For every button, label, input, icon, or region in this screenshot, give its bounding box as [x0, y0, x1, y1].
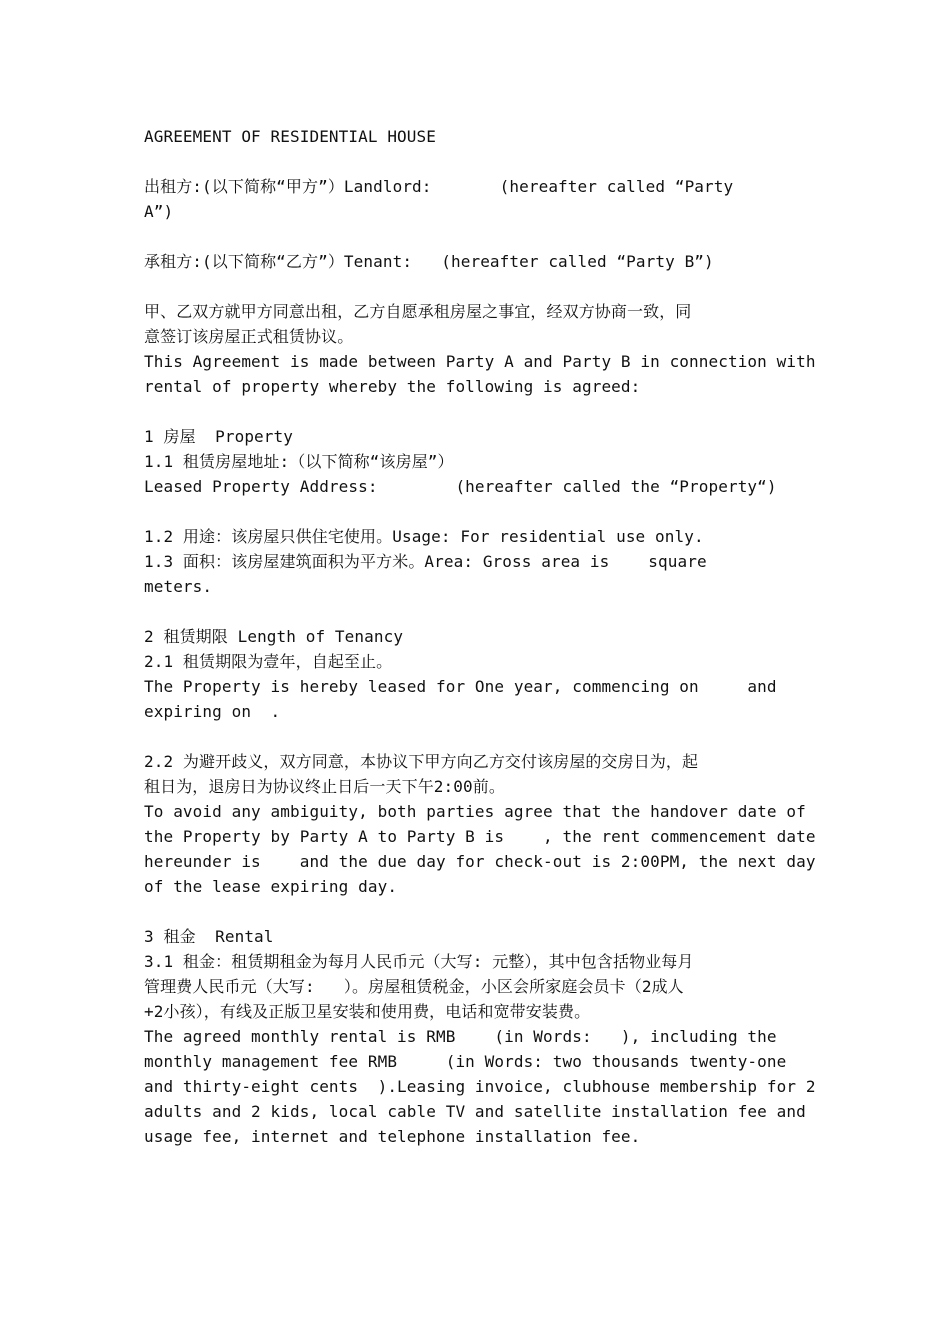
- spacer: [144, 599, 809, 624]
- text-line: 甲、乙双方就甲方同意出租，乙方自愿承租房屋之事宜，经双方协商一致，同: [144, 302, 692, 321]
- spacer: [144, 224, 809, 249]
- section-tenancy: [144, 624, 809, 724]
- text-line: 3.1 租金：租赁期租金为每月人民币元（大写: 元整），其中包含括物业每月: [144, 952, 694, 971]
- text-line: and thirty-eight cents ).Leasing invoice, clubhouse membership for 2: [144, 1077, 816, 1096]
- text-line: rental of property whereby the following is agreed:: [144, 377, 641, 396]
- spacer: [144, 899, 809, 924]
- text-line: 1.2 用途：该房屋只供住宅使用。Usage: For residential use only.: [144, 527, 704, 546]
- spacer: [144, 149, 809, 174]
- text-line: 2.2 为避开歧义，双方同意，本协议下甲方向乙方交付该房屋的交房日为，起: [144, 752, 699, 771]
- text-line: The Property is hereby leased for One year, commencing on and: [144, 677, 777, 696]
- text-line: The agreed monthly rental is RMB (in Words: ), including the: [144, 1027, 777, 1046]
- text-line: the Property by Party A to Party B is , the rent commencement date: [144, 827, 816, 846]
- text-line: usage fee, internet and telephone installation fee.: [144, 1127, 641, 1146]
- text-line: This Agreement is made between Party A and Party B in connection with: [144, 352, 816, 371]
- spacer: [144, 399, 809, 424]
- section-usage-area: [144, 524, 809, 599]
- document-title: AGREEMENT OF RESIDENTIAL HOUSE: [144, 127, 436, 146]
- agreement-body: [144, 124, 816, 1149]
- text-line: 租日为，退房日为协议终止日后一天下午2:00前。: [144, 777, 505, 796]
- spacer: [144, 499, 809, 524]
- landlord-paragraph: [144, 174, 809, 224]
- text-line: Leased Property Address: (hereafter called the “Property“): [144, 477, 777, 496]
- text-line: 1.1 租赁房屋地址:（以下简称“该房屋”）: [144, 452, 454, 471]
- spacer: [144, 274, 809, 299]
- text-line: 出租方:(以下简称“甲方”）Landlord: (hereafter called “Party: [144, 177, 734, 196]
- text-line: expiring on .: [144, 702, 281, 721]
- text-line: 2.1 租赁期限为壹年，自起至止。: [144, 652, 393, 671]
- text-line: +2小孩），有线及正版卫星安装和使用费，电话和宽带安装费。: [144, 1002, 591, 1021]
- text-line: 管理费人民币元（大写: ）。房屋租赁税金，小区会所家庭会员卡（2成人: [144, 977, 684, 996]
- tenant-paragraph: 承租方:(以下简称“乙方”）Tenant: (hereafter called “Party B”): [144, 252, 714, 271]
- intro-paragraph: [144, 299, 816, 399]
- text-line: monthly management fee RMB (in Words: two thousands twenty-one: [144, 1052, 787, 1071]
- text-line: 意签订该房屋正式租赁协议。: [144, 327, 354, 346]
- text-line: adults and 2 kids, local cable TV and satellite installation fee and: [144, 1102, 806, 1121]
- text-line: 1.3 面积：该房屋建筑面积为平方米。Area: Gross area is square: [144, 552, 707, 571]
- section-property: [144, 424, 809, 499]
- text-line: hereunder is and the due day for check-out is 2:00PM, the next day: [144, 852, 816, 871]
- section-heading: 1 房屋 Property: [144, 427, 293, 446]
- section-heading: 2 租赁期限 Length of Tenancy: [144, 627, 404, 646]
- text-line: of the lease expiring day.: [144, 877, 398, 896]
- section-heading: 3 租金 Rental: [144, 927, 274, 946]
- text-line: A”): [144, 202, 174, 221]
- spacer: [144, 724, 809, 749]
- section-handover: [144, 749, 816, 899]
- section-rental: [144, 924, 816, 1149]
- text-line: To avoid any ambiguity, both parties agree that the handover date of: [144, 802, 806, 821]
- text-line: meters.: [144, 577, 213, 596]
